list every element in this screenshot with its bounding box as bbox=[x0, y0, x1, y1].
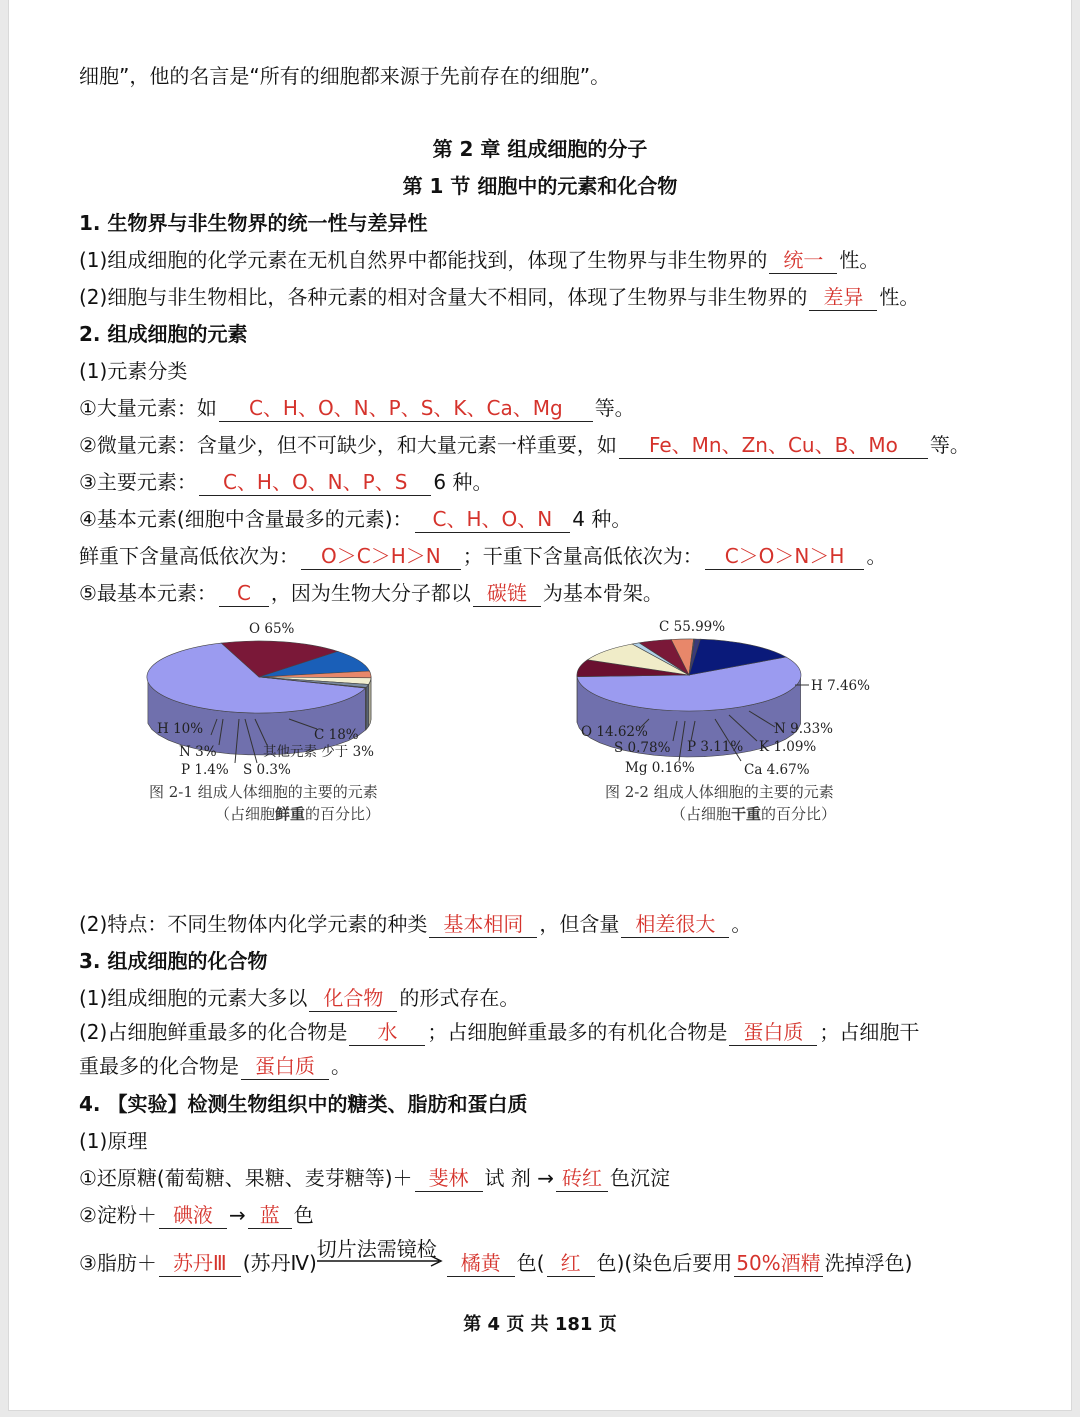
macro-elements-line bbox=[79, 394, 635, 422]
answer-blank: O＞C＞H＞N bbox=[301, 543, 461, 570]
basic-suffix: 4 种。 bbox=[572, 507, 632, 531]
pie2-label-s: S 0.78% bbox=[614, 740, 671, 756]
r2-text: ②淀粉＋ bbox=[79, 1203, 157, 1227]
document-page bbox=[8, 0, 1072, 1411]
s1-l2-suffix: 性。 bbox=[879, 285, 920, 309]
s3-l3-suffix: 。 bbox=[331, 1054, 351, 1078]
macro-suffix: 等。 bbox=[594, 396, 635, 420]
page-footer: 第 4 页 共 181 页 bbox=[463, 1314, 617, 1335]
micro-elements-line bbox=[79, 431, 970, 459]
s1-l1-suffix: 性。 bbox=[839, 248, 880, 272]
answer-blank: 斐林 bbox=[415, 1165, 483, 1192]
s3-l1-suffix: 的形式存在。 bbox=[399, 986, 520, 1010]
pie2-label-c: C 55.99% bbox=[659, 619, 726, 635]
feature-suffix: 。 bbox=[731, 912, 752, 936]
pie2-caption: 图 2-2 组成人体细胞的主要的元素 bbox=[605, 783, 834, 801]
r1-mid: 试 剂 → bbox=[484, 1166, 555, 1190]
pie1-sub-bold: 鲜重 bbox=[275, 805, 306, 823]
basic-elements-line bbox=[79, 505, 631, 533]
pie2-sub-pre: （占细胞 bbox=[671, 805, 732, 823]
macro-text: ①大量元素：如 bbox=[79, 396, 217, 420]
pie1-subcaption bbox=[215, 803, 380, 824]
answer-blank: C bbox=[219, 580, 269, 607]
dry-text: ；干重下含量高低依次为： bbox=[462, 544, 703, 568]
s1-l1-text: (1)组成细胞的化学元素在无机自然界中都能找到，体现了生物界与非生物界的 bbox=[79, 248, 768, 272]
s4-heading: 4. 【实验】检测生物组织中的糖类、脂肪和蛋白质 bbox=[79, 1092, 528, 1116]
answer-blank: 水 bbox=[349, 1019, 425, 1046]
answer-blank: 差异 bbox=[809, 284, 877, 311]
labeled-arrow bbox=[316, 1237, 445, 1277]
micro-text: ②微量元素：含量少，但不可缺少，和大量元素一样重要，如 bbox=[79, 433, 617, 457]
basic-text: ④基本元素(细胞中含量最多的元素)： bbox=[79, 507, 413, 531]
most-basic-line bbox=[79, 579, 663, 607]
answer-blank: 红 bbox=[547, 1250, 595, 1277]
answer-blank: C、H、O、N、P、S bbox=[199, 469, 431, 496]
pie-chart-dry bbox=[569, 615, 889, 785]
pie2-sub-post: 的百分比） bbox=[761, 805, 837, 823]
r2-suffix: 色 bbox=[293, 1203, 314, 1227]
answer-blank: C、H、O、N、P、S、K、Ca、Mg bbox=[219, 395, 593, 422]
answer-blank: 50%酒精 bbox=[736, 1251, 821, 1275]
s2-sub1: (1)元素分类 bbox=[79, 359, 188, 383]
pie2-label-o: O 14.62% bbox=[581, 724, 648, 740]
arrow-label: 切片法需镜检 bbox=[316, 1237, 437, 1261]
r1-text: ①还原糖(葡萄糖、果糖、麦芽糖等)＋ bbox=[79, 1166, 413, 1190]
feature-line bbox=[79, 910, 751, 938]
main-suffix: 6 种。 bbox=[433, 470, 493, 494]
pie1-label-other: 其他元素 少于 3% bbox=[263, 744, 374, 760]
pie1-label-h: H 10% bbox=[157, 721, 204, 737]
intro-line: 细胞”，他的名言是“所有的细胞都来源于先前存在的细胞”。 bbox=[79, 64, 611, 88]
answer-blank: 砖红 bbox=[556, 1165, 608, 1192]
s1-line2 bbox=[79, 283, 919, 311]
s3-line3 bbox=[79, 1052, 351, 1080]
r3-text: ③脂肪＋ bbox=[79, 1251, 157, 1275]
s2-heading: 2. 组成细胞的元素 bbox=[79, 322, 248, 346]
answer-blank: 碳链 bbox=[473, 580, 541, 607]
s1-line1 bbox=[79, 246, 879, 274]
pie1-label-n: N 3% bbox=[179, 744, 217, 760]
s4-sub1: (1)原理 bbox=[79, 1129, 148, 1153]
r3-alt: (苏丹Ⅳ) bbox=[242, 1251, 317, 1275]
pie2-label-p: P 3.11% bbox=[687, 739, 744, 755]
pie2-label-k: K 1.09% bbox=[759, 739, 817, 755]
most-suffix: 为基本骨架。 bbox=[542, 581, 663, 605]
answer-blank: 橘黄 bbox=[447, 1250, 515, 1277]
s1-heading: 1. 生物界与非生物界的统一性与差异性 bbox=[79, 211, 428, 235]
fresh-text: 鲜重下含量高低依次为： bbox=[79, 544, 299, 568]
most-mid: ，因为生物大分子都以 bbox=[270, 581, 471, 605]
pie1-label-o: O 65% bbox=[249, 621, 295, 637]
feature-mid: ，但含量 bbox=[539, 912, 620, 936]
answer-blank: C＞O＞N＞H bbox=[705, 543, 865, 570]
most-text: ⑤最基本元素： bbox=[79, 581, 217, 605]
starch-line bbox=[79, 1201, 314, 1229]
s3-line1 bbox=[79, 984, 519, 1012]
answer-blank: 蛋白质 bbox=[241, 1053, 329, 1080]
s1-l2-text: (2)细胞与非生物相比，各种元素的相对含量大不相同，体现了生物界与非生物界的 bbox=[79, 285, 808, 309]
s3-l1-text: (1)组成细胞的元素大多以 bbox=[79, 986, 308, 1010]
r3-suffix: 洗掉浮色) bbox=[824, 1251, 913, 1275]
r3-mid3: 色)(染色后要用 bbox=[596, 1251, 733, 1275]
answer-blank: 碘液 bbox=[159, 1202, 227, 1229]
answer-blank: 苏丹Ⅲ bbox=[159, 1250, 241, 1277]
chapter-title: 第 2 章 组成细胞的分子 bbox=[432, 137, 648, 161]
s3-l2-mid: ；占细胞鲜重最多的有机化合物是 bbox=[427, 1020, 728, 1044]
answer-blank: 基本相同 bbox=[429, 911, 537, 938]
pie1-label-c: C 18% bbox=[314, 727, 359, 743]
s3-line2 bbox=[79, 1018, 919, 1046]
pie2-label-h: H 7.46% bbox=[811, 678, 870, 694]
pie1-label-p: P 1.4% bbox=[181, 762, 229, 778]
r3-mid2: 色( bbox=[516, 1251, 545, 1275]
feature-text: (2)特点：不同生物体内化学元素的种类 bbox=[79, 912, 428, 936]
pie-side-S bbox=[366, 688, 367, 731]
order-line bbox=[79, 542, 886, 570]
s3-l3-text: 重最多的化合物是 bbox=[79, 1054, 239, 1078]
answer-blank: 统一 bbox=[769, 247, 837, 274]
answer-blank: 蓝 bbox=[248, 1202, 292, 1229]
pie-side-其他元素 bbox=[369, 678, 371, 727]
answer-blank: 化合物 bbox=[309, 985, 397, 1012]
pie2-label-mg: Mg 0.16% bbox=[625, 760, 695, 776]
pie1-sub-pre: （占细胞 bbox=[215, 805, 276, 823]
order-suffix: 。 bbox=[866, 544, 887, 568]
answer-blank: Fe、Mn、Zn、Cu、B、Mo bbox=[619, 432, 928, 459]
s3-heading: 3. 组成细胞的化合物 bbox=[79, 949, 268, 973]
pie2-label-n: N 9.33% bbox=[774, 721, 833, 737]
pie1-caption: 图 2-1 组成人体细胞的主要的元素 bbox=[149, 783, 378, 801]
s3-l2-text: (2)占细胞鲜重最多的化合物是 bbox=[79, 1020, 348, 1044]
r1-suffix: 色沉淀 bbox=[610, 1166, 671, 1190]
answer-blank: 蛋白质 bbox=[729, 1019, 817, 1046]
pie-chart-fresh bbox=[139, 615, 439, 785]
reducing-sugar-line bbox=[79, 1164, 670, 1192]
fat-line bbox=[79, 1237, 913, 1277]
pie2-subcaption bbox=[671, 803, 836, 824]
micro-suffix: 等。 bbox=[929, 433, 970, 457]
pie-side-P bbox=[366, 684, 369, 729]
main-text: ③主要元素： bbox=[79, 470, 197, 494]
main-elements-line bbox=[79, 468, 493, 496]
answer-blank: 相差很大 bbox=[621, 911, 729, 938]
pie1-sub-post: 的百分比） bbox=[305, 805, 381, 823]
answer-blank: C、H、O、N bbox=[415, 506, 571, 533]
pie2-sub-bold: 干重 bbox=[731, 805, 762, 823]
pie2-label-ca: Ca 4.67% bbox=[744, 762, 810, 778]
s3-l2-tail: ；占细胞干 bbox=[819, 1020, 920, 1044]
section-title: 第 1 节 细胞中的元素和化合物 bbox=[402, 174, 678, 198]
arrow-icon bbox=[317, 1249, 445, 1277]
r2-arrow: → bbox=[228, 1203, 246, 1227]
pie1-label-s: S 0.3% bbox=[243, 762, 291, 778]
